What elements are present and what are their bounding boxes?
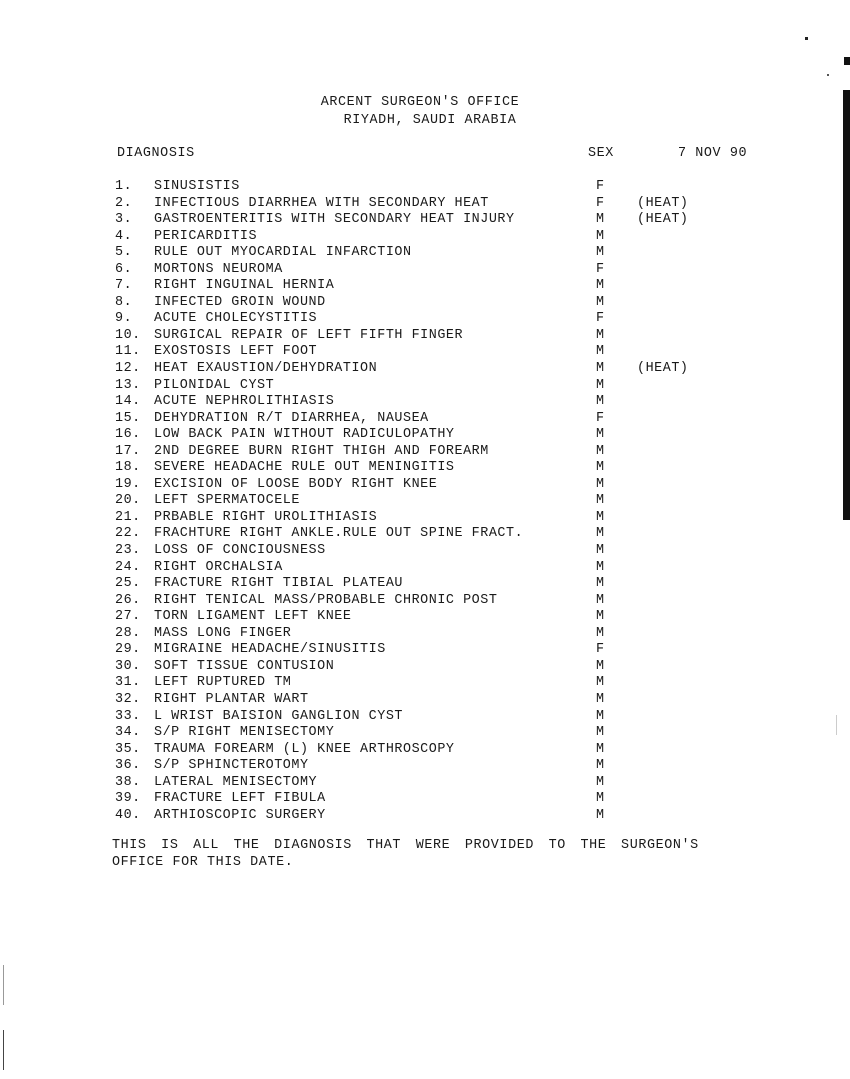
entry-number: 17. bbox=[115, 443, 141, 459]
entry-sex: M bbox=[596, 691, 605, 707]
entry-number: 10. bbox=[115, 327, 141, 343]
entry-number: 13. bbox=[115, 377, 141, 393]
entry-number: 8. bbox=[115, 294, 133, 310]
entry-number: 20. bbox=[115, 493, 141, 509]
entry-number: 11. bbox=[115, 344, 141, 360]
entry-sex: M bbox=[596, 625, 605, 641]
entry-diagnosis: TORN LIGAMENT LEFT KNEE bbox=[154, 609, 352, 625]
entry-diagnosis: EXOSTOSIS LEFT FOOT bbox=[154, 344, 318, 360]
entry-sex: F bbox=[596, 311, 605, 327]
entry-sex: F bbox=[596, 642, 605, 658]
scan-edge-mark bbox=[844, 57, 850, 65]
footer-line-2: OFFICE FOR THIS DATE. bbox=[112, 855, 294, 870]
entry-diagnosis: EXCISION OF LOOSE BODY RIGHT KNEE bbox=[154, 476, 438, 492]
entry-diagnosis: 2ND DEGREE BURN RIGHT THIGH AND FOREARM bbox=[154, 443, 489, 459]
entry-sex: M bbox=[596, 361, 605, 377]
entry-note: (HEAT) bbox=[637, 195, 689, 211]
entry-note: (HEAT) bbox=[637, 212, 689, 228]
entry-diagnosis: FRACTURE RIGHT TIBIAL PLATEAU bbox=[154, 576, 403, 592]
entry-sex: M bbox=[596, 460, 605, 476]
entry-sex: M bbox=[596, 327, 605, 343]
scan-artifact-line bbox=[3, 1030, 4, 1070]
entry-diagnosis: ARTHIOSCOPIC SURGERY bbox=[154, 807, 326, 823]
entry-diagnosis: FRACHTURE RIGHT ANKLE.RULE OUT SPINE FRACT. bbox=[154, 526, 524, 542]
scan-speck bbox=[827, 74, 829, 76]
document-date: 7 NOV 90 bbox=[678, 146, 748, 161]
entry-diagnosis: MORTONS NEUROMA bbox=[154, 261, 283, 277]
entry-number: 30. bbox=[115, 658, 141, 674]
entry-sex: M bbox=[596, 294, 605, 310]
entry-sex: M bbox=[596, 708, 605, 724]
scan-artifact-line bbox=[3, 965, 4, 1005]
entry-diagnosis: LATERAL MENISECTOMY bbox=[154, 774, 318, 790]
entry-diagnosis: SEVERE HEADACHE RULE OUT MENINGITIS bbox=[154, 460, 455, 476]
entry-sex: M bbox=[596, 774, 605, 790]
entry-diagnosis: INFECTED GROIN WOUND bbox=[154, 294, 326, 310]
scan-edge-bar bbox=[843, 90, 850, 520]
entry-diagnosis: S/P RIGHT MENISECTOMY bbox=[154, 725, 335, 741]
entry-diagnosis: DEHYDRATION R/T DIARRHEA, NAUSEA bbox=[154, 410, 429, 426]
entry-diagnosis: LEFT SPERMATOCELE bbox=[154, 493, 300, 509]
entry-number: 26. bbox=[115, 592, 141, 608]
document-title: ARCENT SURGEON'S OFFICE bbox=[320, 95, 520, 110]
entry-number: 22. bbox=[115, 526, 141, 542]
entry-diagnosis: GASTROENTERITIS WITH SECONDARY HEAT INJURY bbox=[154, 212, 515, 228]
entry-sex: M bbox=[596, 443, 605, 459]
entry-number: 23. bbox=[115, 543, 141, 559]
entry-number: 2. bbox=[115, 195, 133, 211]
entry-sex: M bbox=[596, 344, 605, 360]
entry-diagnosis: L WRIST BAISION GANGLION CYST bbox=[154, 708, 403, 724]
entry-sex: M bbox=[596, 592, 605, 608]
entry-number: 35. bbox=[115, 741, 141, 757]
entry-number: 9. bbox=[115, 311, 133, 327]
entry-diagnosis: RIGHT ORCHALSIA bbox=[154, 559, 283, 575]
entry-number: 31. bbox=[115, 675, 141, 691]
entry-sex: F bbox=[596, 179, 605, 194]
entry-number: 32. bbox=[115, 691, 141, 707]
entry-number: 15. bbox=[115, 410, 141, 426]
entry-number: 36. bbox=[115, 758, 141, 774]
entry-number: 18. bbox=[115, 460, 141, 476]
entry-number: 28. bbox=[115, 625, 141, 641]
entry-sex: M bbox=[596, 278, 605, 294]
entry-sex: M bbox=[596, 212, 605, 228]
entry-sex: M bbox=[596, 559, 605, 575]
entry-sex: M bbox=[596, 377, 605, 393]
entry-sex: M bbox=[596, 658, 605, 674]
entry-diagnosis: TRAUMA FOREARM (L) KNEE ARTHROSCOPY bbox=[154, 741, 455, 757]
entry-diagnosis: INFECTIOUS DIARRHEA WITH SECONDARY HEAT bbox=[154, 195, 489, 211]
entry-number: 38. bbox=[115, 774, 141, 790]
entry-number: 14. bbox=[115, 394, 141, 410]
entry-diagnosis: PRBABLE RIGHT UROLITHIASIS bbox=[154, 509, 378, 525]
entry-number: 12. bbox=[115, 361, 141, 377]
entry-diagnosis: FRACTURE LEFT FIBULA bbox=[154, 791, 326, 807]
entry-sex: M bbox=[596, 493, 605, 509]
footer-note bbox=[112, 837, 699, 871]
entry-number: 16. bbox=[115, 427, 141, 443]
entry-sex: M bbox=[596, 476, 605, 492]
document-subtitle: RIYADH, SAUDI ARABIA bbox=[343, 113, 517, 128]
entry-sex: F bbox=[596, 195, 605, 211]
entry-number: 3. bbox=[115, 212, 133, 228]
entry-sex: M bbox=[596, 609, 605, 625]
entry-diagnosis: HEAT EXAUSTION/DEHYDRATION bbox=[154, 361, 378, 377]
entry-diagnosis: LEFT RUPTURED TM bbox=[154, 675, 292, 691]
entry-sex: M bbox=[596, 526, 605, 542]
entry-number: 39. bbox=[115, 791, 141, 807]
entry-number: 25. bbox=[115, 576, 141, 592]
entry-diagnosis: MASS LONG FINGER bbox=[154, 625, 292, 641]
entry-number: 34. bbox=[115, 725, 141, 741]
entry-sex: M bbox=[596, 807, 605, 823]
entry-diagnosis: SINUSISTIS bbox=[154, 179, 240, 194]
footer-line-1: THIS IS ALL THE DIAGNOSIS THAT WERE PROVIDED TO THE SURGEON'S bbox=[112, 838, 699, 853]
entry-diagnosis: RULE OUT MYOCARDIAL INFARCTION bbox=[154, 245, 412, 261]
entry-sex: M bbox=[596, 543, 605, 559]
entry-sex: M bbox=[596, 394, 605, 410]
entry-diagnosis: LOW BACK PAIN WITHOUT RADICULOPATHY bbox=[154, 427, 455, 443]
sex-column-header: SEX bbox=[588, 146, 614, 161]
entry-sex: M bbox=[596, 245, 605, 261]
entry-sex: M bbox=[596, 427, 605, 443]
entry-diagnosis: PERICARDITIS bbox=[154, 228, 258, 244]
entry-diagnosis: RIGHT TENICAL MASS/PROBABLE CHRONIC POST bbox=[154, 592, 498, 608]
entry-number: 6. bbox=[115, 261, 133, 277]
entry-sex: M bbox=[596, 725, 605, 741]
entry-diagnosis: RIGHT PLANTAR WART bbox=[154, 691, 309, 707]
entry-diagnosis: SOFT TISSUE CONTUSION bbox=[154, 658, 335, 674]
entry-number: 4. bbox=[115, 228, 133, 244]
scan-speck bbox=[805, 37, 808, 40]
entry-sex: M bbox=[596, 509, 605, 525]
entry-diagnosis: SURGICAL REPAIR OF LEFT FIFTH FINGER bbox=[154, 327, 464, 343]
entry-number: 7. bbox=[115, 278, 133, 294]
entry-number: 24. bbox=[115, 559, 141, 575]
entry-number: 40. bbox=[115, 807, 141, 823]
entry-note: (HEAT) bbox=[637, 361, 689, 377]
entry-diagnosis: ACUTE NEPHROLITHIASIS bbox=[154, 394, 335, 410]
entry-diagnosis: PILONIDAL CYST bbox=[154, 377, 275, 393]
entry-number: 21. bbox=[115, 509, 141, 525]
entry-number: 33. bbox=[115, 708, 141, 724]
entry-sex: M bbox=[596, 576, 605, 592]
entry-sex: F bbox=[596, 261, 605, 277]
entry-number: 5. bbox=[115, 245, 133, 261]
entry-sex: F bbox=[596, 410, 605, 426]
entry-diagnosis: MIGRAINE HEADACHE/SINUSITIS bbox=[154, 642, 386, 658]
entry-sex: M bbox=[596, 758, 605, 774]
entry-number: 1. bbox=[115, 179, 133, 194]
entry-diagnosis: ACUTE CHOLECYSTITIS bbox=[154, 311, 318, 327]
entry-number: 19. bbox=[115, 476, 141, 492]
entry-diagnosis: S/P SPHINCTEROTOMY bbox=[154, 758, 309, 774]
entry-number: 27. bbox=[115, 609, 141, 625]
entry-sex: M bbox=[596, 741, 605, 757]
entry-number: 29. bbox=[115, 642, 141, 658]
entry-sex: M bbox=[596, 791, 605, 807]
entry-diagnosis: RIGHT INGUINAL HERNIA bbox=[154, 278, 335, 294]
diagnosis-column-header: DIAGNOSIS bbox=[117, 146, 195, 161]
entry-sex: M bbox=[596, 228, 605, 244]
scan-artifact-line bbox=[836, 715, 837, 735]
entry-sex: M bbox=[596, 675, 605, 691]
entry-diagnosis: LOSS OF CONCIOUSNESS bbox=[154, 543, 326, 559]
